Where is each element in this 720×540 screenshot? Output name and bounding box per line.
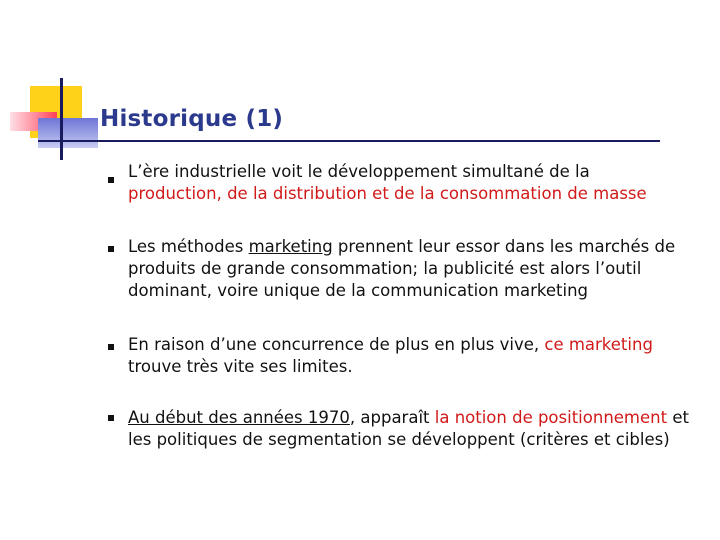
bullet-square-icon: [108, 415, 114, 421]
bullet-4-text-rest: et les politiques de segmentation se développent (critères et cibles): [128, 408, 689, 449]
bullet-1-text: L’ère industrielle voit le développement simultané de la: [128, 162, 590, 181]
bullet-4-text: , apparaît: [349, 408, 435, 427]
bullet-square-icon: [108, 246, 114, 252]
bullet-item-1: [128, 161, 698, 205]
bullet-item-4: [128, 407, 698, 451]
bullet-square-icon: [108, 344, 114, 350]
bullet-item-3: [128, 334, 698, 378]
bullet-2-underlined: marketing: [248, 237, 333, 256]
bullet-item-2: [128, 236, 698, 302]
bullet-3-text: En raison d’une concurrence de plus en plus vive,: [128, 335, 545, 354]
bullet-2-text: Les méthodes: [128, 237, 249, 256]
decor-vertical-line: [60, 78, 63, 160]
title-underline: [38, 140, 660, 142]
bullet-1-highlight: production, de la distribution et de la consommation de masse: [128, 184, 647, 203]
bullet-2-text-rest: prennent leur essor dans les marchés de produits de grande consommation; la publicité est alors l’outil dominant, voire unique de la communication marketing: [128, 237, 676, 300]
decor-blue-square: [38, 118, 98, 148]
bullet-4-highlight: la notion de positionnement: [434, 408, 668, 427]
bullet-4-underlined: Au début des années 1970: [128, 408, 350, 427]
bullet-square-icon: [108, 177, 114, 183]
slide-title: Historique (1): [100, 106, 284, 132]
bullet-3-highlight: ce marketing: [544, 335, 653, 354]
bullet-3-text-rest: trouve très vite ses limites.: [128, 357, 353, 376]
